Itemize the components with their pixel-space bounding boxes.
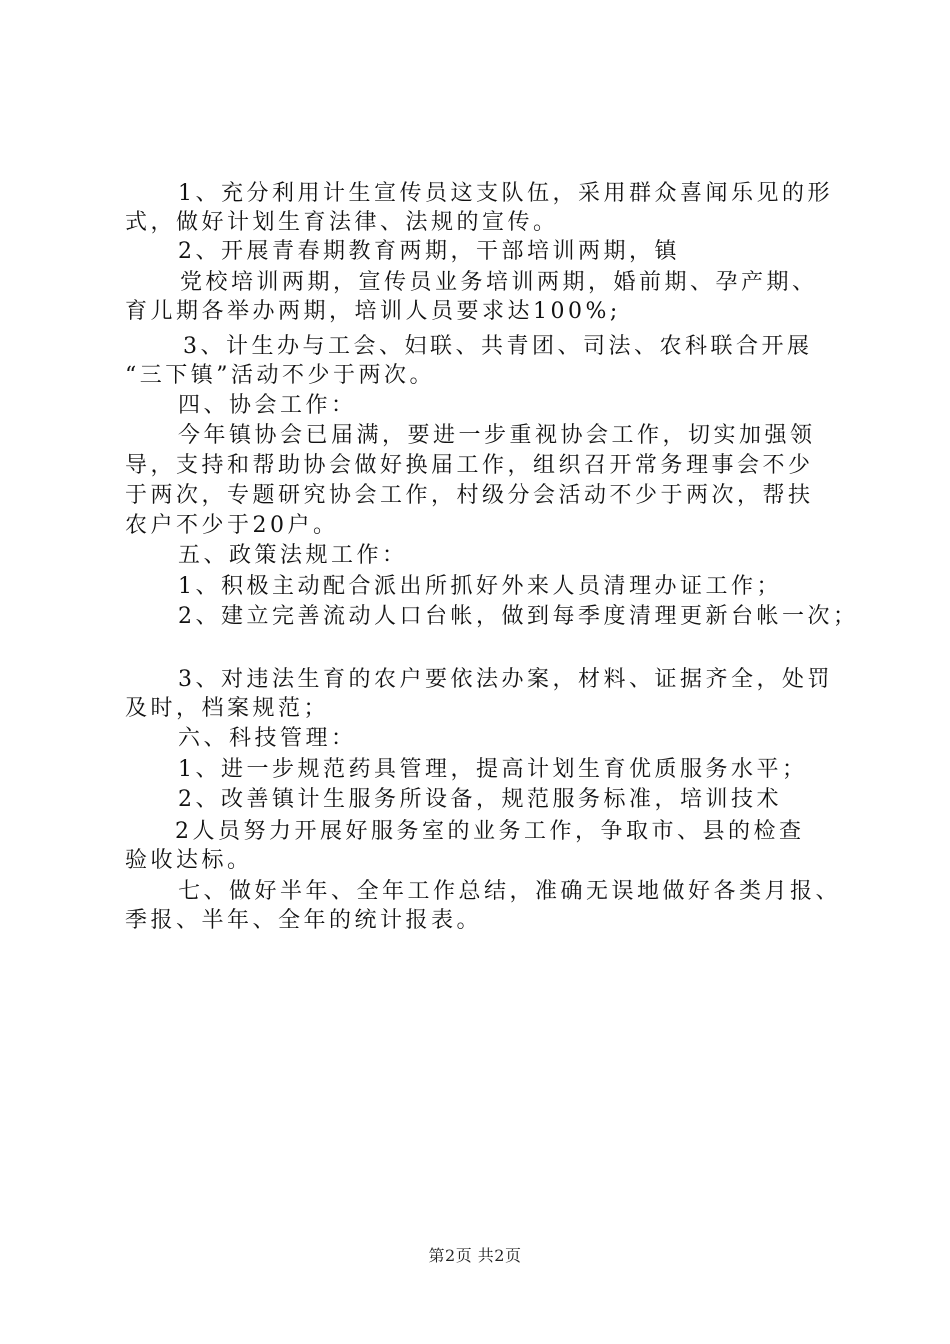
paragraph-line: 导，支持和帮助协会做好换届工作，组织召开常务理事会不少	[125, 453, 814, 478]
paragraph-line: 2、建立完善流动人口台帐，做到每季度清理更新台帐一次；	[178, 604, 859, 629]
section-heading: 七、做好半年、全年工作总结，准确无误地做好各类月报、	[178, 879, 842, 904]
paragraph-line: 验收达标。	[125, 848, 253, 873]
paragraph-line: “三下镇”活动不少于两次。	[125, 363, 435, 388]
section-heading: 四、协会工作：	[178, 393, 357, 418]
paragraph-line: 季报、半年、全年的统计报表。	[125, 908, 483, 933]
paragraph-line: 2、开展青春期教育两期，干部培训两期，镇	[178, 239, 680, 264]
section-heading: 五、政策法规工作：	[178, 543, 408, 568]
paragraph-line: 2人员努力开展好服务室的业务工作，争取市、县的检查	[175, 819, 805, 844]
section-heading: 六、科技管理：	[178, 726, 357, 751]
paragraph-line: 3、对违法生育的农户要依法办案，材料、证据齐全，处罚	[178, 667, 833, 692]
page-number-footer: 第2页 共2页	[428, 1246, 522, 1265]
paragraph-line: 今年镇协会已届满，要进一步重视协会工作，切实加强领	[178, 423, 816, 448]
paragraph-line: 1、积极主动配合派出所抓好外来人员清理办证工作；	[178, 574, 782, 599]
paragraph-line: 3、计生办与工会、妇联、共青团、司法、农科联合开展	[183, 334, 813, 359]
paragraph-line: 1、进一步规范药具管理，提高计划生育优质服务水平；	[178, 757, 808, 782]
paragraph-line: 于两次，专题研究协会工作，村级分会活动不少于两次，帮扶	[125, 483, 814, 508]
paragraph-line: 式，做好计划生育法律、法规的宣传。	[125, 210, 559, 235]
paragraph-line: 2、改善镇计生服务所设备，规范服务标准，培训技术	[178, 787, 782, 812]
paragraph-line: 育儿期各举办两期，培训人员要求达100%;	[125, 299, 621, 324]
paragraph-line: 1、充分利用计生宣传员这支队伍，采用群众喜闻乐见的形	[178, 181, 833, 206]
paragraph-line: 及时，档案规范；	[125, 696, 330, 721]
paragraph-line: 农户不少于20户。	[125, 513, 339, 538]
paragraph-line: 党校培训两期，宣传员业务培训两期，婚前期、孕产期、	[180, 270, 818, 295]
